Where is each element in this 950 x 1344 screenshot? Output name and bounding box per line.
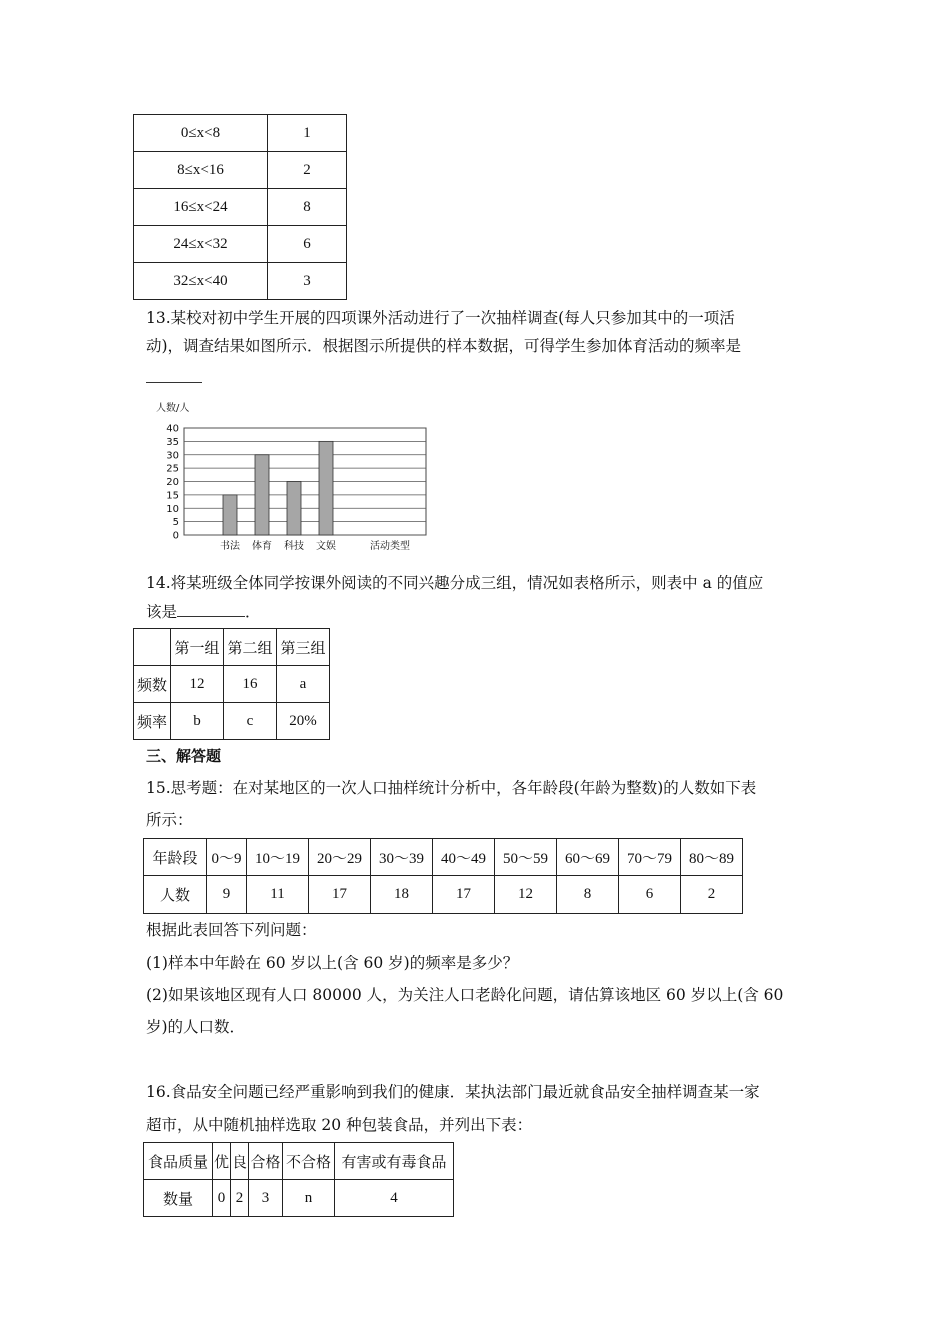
header-cell: 第二组: [224, 629, 277, 666]
chart-x-tick-label: 文娱: [316, 541, 336, 552]
header-cell: 不合格: [283, 1143, 335, 1180]
chart-y-tick-label: 30: [166, 450, 179, 462]
count-cell: 8: [268, 189, 347, 226]
table-row: [134, 263, 347, 300]
chart-x-tick-label: 体育: [252, 541, 272, 552]
age-group-table: [143, 838, 743, 914]
interval-cell: 16≤x<24: [134, 189, 268, 226]
count-cell: 1: [268, 115, 347, 152]
header-cell: [134, 629, 171, 666]
table-row: [134, 629, 330, 666]
table-row: [134, 115, 347, 152]
q13-text-line2: 动)，调查结果如图所示．根据图示所提供的样本数据，可得学生参加体育活动的频率是: [146, 337, 742, 355]
count-cell: 3: [268, 263, 347, 300]
q13-answer-blank[interactable]: [146, 368, 202, 383]
chart-xlabel: 活动类型: [370, 541, 410, 552]
header-cell: 第三组: [277, 629, 330, 666]
chart-y-tick-labels: [166, 424, 179, 542]
value-cell: 16: [224, 666, 277, 703]
count-cell: 2: [268, 152, 347, 189]
value-cell: 17: [309, 876, 371, 914]
table-row: [144, 1143, 454, 1180]
value-cell: n: [283, 1180, 335, 1217]
interval-cell: 0≤x<8: [134, 115, 268, 152]
chart-bar: [319, 441, 333, 535]
chart-y-tick-label: 10: [166, 503, 179, 515]
value-cell: 0: [213, 1180, 231, 1217]
row-label-cell: 频数: [134, 666, 171, 703]
table-row: [144, 839, 743, 876]
chart-y-tick-label: 5: [172, 517, 179, 529]
q15-text-line2: 所示：: [146, 811, 193, 829]
chart-y-tick-label: 0: [172, 530, 179, 542]
value-cell: b: [171, 703, 224, 740]
chart-bar: [287, 482, 301, 536]
food-quality-table: [143, 1142, 454, 1217]
q14-suffix: ．: [245, 603, 261, 621]
header-cell: 30～39: [371, 839, 433, 876]
value-cell: 9: [207, 876, 247, 914]
chart-ylabel: 人数/人: [156, 403, 190, 414]
header-cell: 40～49: [433, 839, 495, 876]
chart-y-tick-label: 35: [166, 436, 179, 448]
value-cell: 8: [557, 876, 619, 914]
q15-after-table: 根据此表回答下列问题：: [146, 921, 317, 939]
chart-x-tick-labels: [220, 539, 336, 552]
value-cell: 6: [619, 876, 681, 914]
q15-sub2-line2: 岁)的人口数．: [146, 1018, 246, 1036]
header-cell: 80～89: [681, 839, 743, 876]
count-cell: 6: [268, 226, 347, 263]
section-heading: 三、解答题: [146, 747, 222, 765]
value-cell: 11: [247, 876, 309, 914]
interval-cell: 24≤x<32: [134, 226, 268, 263]
activity-bar-chart: [150, 396, 440, 556]
value-cell: 2: [681, 876, 743, 914]
chart-y-tick-label: 20: [166, 477, 179, 488]
row-label-cell: 频率: [134, 703, 171, 740]
q14-prefix: 该是: [146, 603, 178, 621]
q15-sub1: (1)样本中年龄在 60 岁以上(含 60 岁)的频率是多少？: [146, 954, 519, 972]
header-cell: 60～69: [557, 839, 619, 876]
reading-group-table: [133, 628, 330, 740]
value-cell: 12: [171, 666, 224, 703]
table-row: [134, 666, 330, 703]
chart-bar: [223, 495, 237, 535]
chart-y-tick-label: 40: [166, 423, 179, 435]
header-cell: 70～79: [619, 839, 681, 876]
table-row: [134, 226, 347, 263]
header-cell: 50～59: [495, 839, 557, 876]
header-cell: 有害或有毒食品: [335, 1143, 454, 1180]
interval-table: [133, 114, 347, 300]
q15-text-line1: 15.思考题：在对某地区的一次人口抽样统计分析中，各年龄段(年龄为整数)的人数如下表: [146, 779, 757, 797]
table-row: [144, 876, 743, 914]
chart-x-tick-label: 书法: [220, 541, 240, 552]
value-cell: 3: [249, 1180, 283, 1217]
header-cell: 合格: [249, 1143, 283, 1180]
chart-y-tick-label: 25: [166, 463, 179, 475]
value-cell: 4: [335, 1180, 454, 1217]
header-cell: 年龄段: [144, 839, 207, 876]
value-cell: c: [224, 703, 277, 740]
table-row: [144, 1180, 454, 1217]
table-row: [134, 152, 347, 189]
header-cell: 0～9: [207, 839, 247, 876]
interval-cell: 8≤x<16: [134, 152, 268, 189]
value-cell: 20%: [277, 703, 330, 740]
chart-grid: [184, 428, 426, 535]
header-cell: 第一组: [171, 629, 224, 666]
chart-bar: [255, 455, 269, 535]
chart-bars: [223, 441, 333, 535]
value-cell: 2: [231, 1180, 249, 1217]
q13-text-line1: 13.某校对初中学生开展的四项课外活动进行了一次抽样调查(每人只参加其中的一项活: [146, 309, 735, 327]
value-cell: 12: [495, 876, 557, 914]
q14-answer-blank[interactable]: [177, 602, 245, 617]
chart-x-tick-label: 科技: [284, 541, 304, 552]
value-cell: a: [277, 666, 330, 703]
interval-cell: 32≤x<40: [134, 263, 268, 300]
chart-y-tick-label: 15: [166, 490, 179, 502]
q16-text-line1: 16.食品安全问题已经严重影响到我们的健康．某执法部门最近就食品安全抽样调查某一家: [146, 1083, 760, 1101]
q15-sub2-line1: (2)如果该地区现有人口 80000 人，为关注人口老龄化问题，请估算该地区 60 岁以上(含 60: [146, 986, 784, 1004]
q14-text-line1: 14.将某班级全体同学按课外阅读的不同兴趣分成三组，情况如表格所示，则表中 a 的值应: [146, 574, 764, 592]
table-row: [134, 189, 347, 226]
row-label-cell: 数量: [144, 1180, 213, 1217]
row-label-cell: 人数: [144, 876, 207, 914]
q14-text-line2: [146, 600, 261, 622]
header-cell: 10～19: [247, 839, 309, 876]
value-cell: 17: [433, 876, 495, 914]
header-cell: 20～29: [309, 839, 371, 876]
q16-text-line2: 超市，从中随机抽样选取 20 种包装食品，并列出下表：: [146, 1116, 533, 1134]
header-cell: 良: [231, 1143, 249, 1180]
header-cell: 优: [213, 1143, 231, 1180]
header-cell: 食品质量: [144, 1143, 213, 1180]
value-cell: 18: [371, 876, 433, 914]
table-row: [134, 703, 330, 740]
